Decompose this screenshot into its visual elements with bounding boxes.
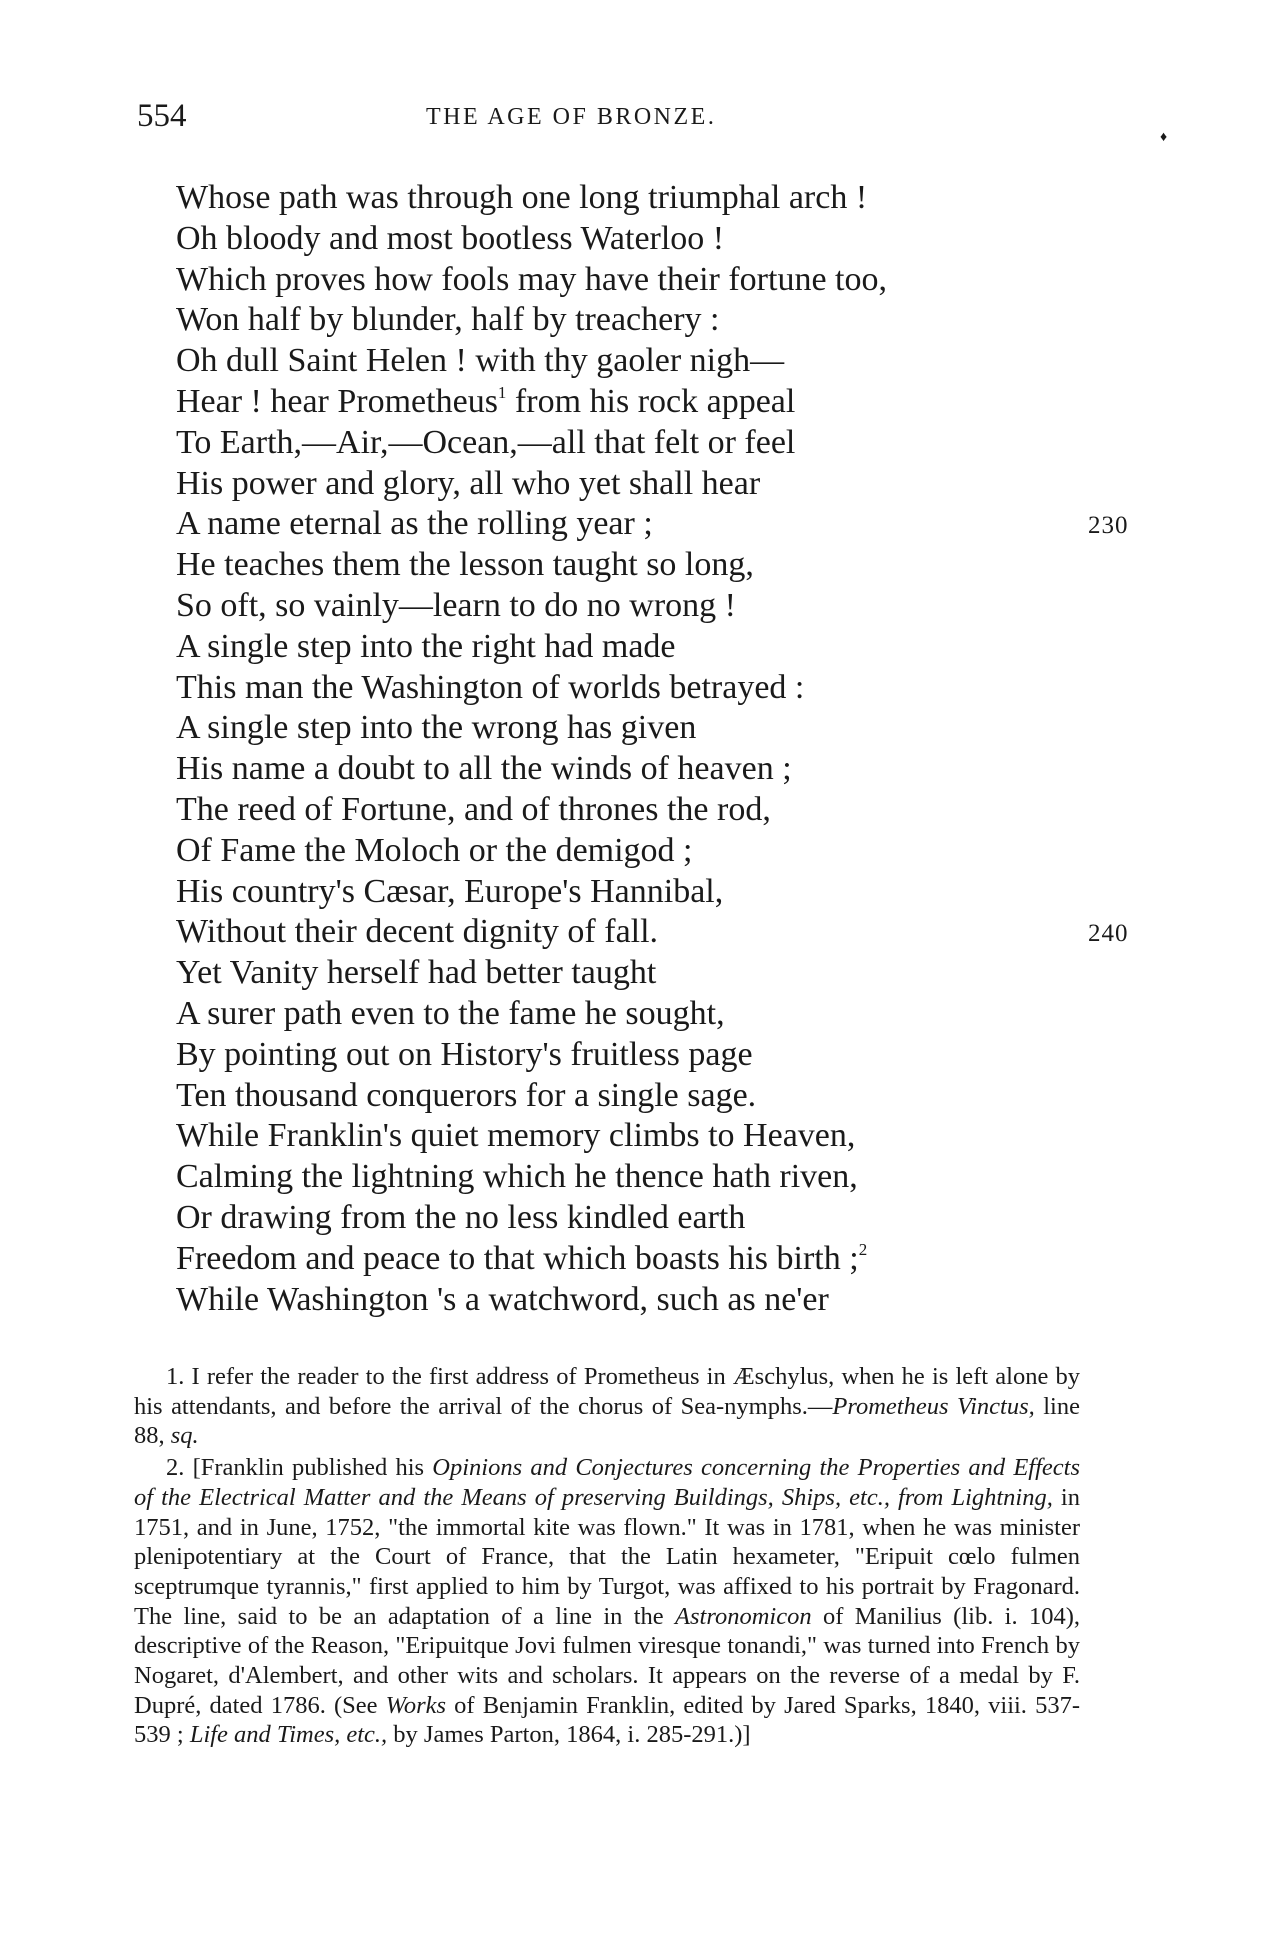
footnote-italic-text: Works bbox=[385, 1691, 447, 1719]
poem-line bbox=[176, 872, 1136, 913]
line-number: 240 bbox=[1088, 920, 1129, 948]
poem-line-text: A surer path even to the fame he sought, bbox=[176, 994, 725, 1032]
poem-line bbox=[176, 504, 1136, 545]
poem-line bbox=[176, 912, 1136, 953]
poem-line-text: While Washington 's a watchword, such as ne'er bbox=[176, 1280, 829, 1318]
footnote-marker: 2 bbox=[858, 1239, 868, 1259]
poem-line bbox=[176, 382, 1136, 423]
footnote-italic-text: Astronomicon bbox=[675, 1602, 812, 1630]
poem-line bbox=[176, 790, 1136, 831]
poem-line-text: He teaches them the lesson taught so long, bbox=[176, 546, 754, 584]
poem-line bbox=[176, 1076, 1136, 1117]
footnote-text: by James Parton, 1864, i. 285-291.)] bbox=[387, 1721, 751, 1749]
footnote-text: in 1751, and in June, 1752, "the immortal kite was flown." It was in 1781, when he was minister plenipotentiary at the Court of France, that the Latin hexameter, "Eripuit cœlo fulmen sceptrumque tyrannis," first applied to him by Turgot, was affixed to his portrait by Fragonard. The line, said to be an adaptation of a line in the bbox=[134, 1483, 1080, 1630]
poem-line-text: Calming the lightning which he thence hath riven, bbox=[176, 1158, 858, 1196]
poem-line bbox=[176, 260, 1136, 301]
footnote-2 bbox=[134, 1453, 1080, 1750]
footnote-text: of Manilius (lib. i. 104), descriptive of the Reason, "Eripuitque Jovi fulmen viresque tonandi," was turned into French by Nogaret, d'Alembert, and other wits and scholars. It appears on the reverse of a medal by F. Dupré, dated 1786. (See bbox=[134, 1602, 1080, 1719]
poem-line bbox=[176, 953, 1136, 994]
footnotes bbox=[134, 1362, 1080, 1750]
running-header bbox=[0, 98, 1288, 145]
poem-line bbox=[176, 300, 1136, 341]
poem-line-text: Oh bloody and most bootless Waterloo ! bbox=[176, 219, 725, 257]
poem-line-text: So oft, so vainly—learn to do no wrong ! bbox=[176, 586, 736, 624]
footnote-text: 1. I refer the reader to the first address of Prometheus in Æschylus, when he is left alone by his attendants, and before the arrival of the chorus of Sea-nymphs.— bbox=[134, 1363, 1080, 1420]
poem-line-text-cont: from his rock appeal bbox=[506, 382, 796, 420]
poem-line bbox=[176, 586, 1136, 627]
poem-line bbox=[176, 341, 1136, 382]
poem-line-text: Oh dull Saint Helen ! with thy gaoler nigh— bbox=[176, 342, 785, 380]
poem-line bbox=[176, 627, 1136, 668]
poem-line-text: By pointing out on History's fruitless page bbox=[176, 1035, 753, 1073]
poem-line-text: A single step into the right had made bbox=[176, 627, 676, 665]
poem-line bbox=[176, 994, 1136, 1035]
poem-line bbox=[176, 708, 1136, 749]
poem-line-text: Ten thousand conquerors for a single sage. bbox=[176, 1076, 757, 1114]
poem-line-text: While Franklin's quiet memory climbs to Heaven, bbox=[176, 1117, 856, 1155]
footnote-text: 2. [Franklin published his bbox=[166, 1454, 433, 1482]
poem-line-text: To Earth,—Air,—Ocean,—all that felt or feel bbox=[176, 423, 796, 461]
footnote-italic-text: Prometheus Vinctus, bbox=[832, 1392, 1035, 1420]
poem-line bbox=[176, 464, 1136, 505]
poem-line bbox=[176, 178, 1136, 219]
printer-mark: ♦ bbox=[1160, 130, 1168, 145]
poem-line-text: His name a doubt to all the winds of heaven ; bbox=[176, 750, 792, 788]
poem-line-text: Which proves how fools may have their fortune too, bbox=[176, 260, 887, 298]
poem-line-text: This man the Washington of worlds betrayed : bbox=[176, 668, 805, 706]
page-number: 554 bbox=[137, 98, 187, 134]
poem-line bbox=[176, 219, 1136, 260]
footnote-italic-text: Life and Times, etc., bbox=[189, 1721, 388, 1749]
poem-line-text: Yet Vanity herself had better taught bbox=[176, 954, 657, 992]
poem-line-text: Freedom and peace to that which boasts his birth ; bbox=[176, 1239, 859, 1277]
poem-line-text: Won half by blunder, half by treachery : bbox=[176, 301, 720, 339]
poem-line bbox=[176, 1280, 1136, 1321]
poem-line bbox=[176, 1157, 1136, 1198]
poem-line bbox=[176, 423, 1136, 464]
footnote-text: of Benjamin Franklin, edited by Jared Sparks, 1840, viii. 537-539 ; bbox=[134, 1691, 1080, 1749]
poem-body bbox=[176, 178, 1136, 1320]
poem-line bbox=[176, 1239, 1136, 1280]
footnote-marker: 1 bbox=[497, 382, 507, 402]
poem-line bbox=[176, 668, 1136, 709]
running-title: THE AGE OF BRONZE. bbox=[426, 104, 717, 130]
footnote-text: line 88, bbox=[134, 1392, 1080, 1450]
poem-line bbox=[176, 1116, 1136, 1157]
poem-line-text: A single step into the wrong has given bbox=[176, 709, 697, 747]
poem-line bbox=[176, 1198, 1136, 1239]
poem-line-text: Whose path was through one long triumphal arch ! bbox=[176, 179, 868, 216]
poem-line-text: A name eternal as the rolling year ; bbox=[176, 505, 653, 543]
poem-line bbox=[176, 831, 1136, 872]
poem-line-text: His country's Cæsar, Europe's Hannibal, bbox=[176, 872, 724, 910]
poem-line-text: His power and glory, all who yet shall hear bbox=[176, 464, 761, 502]
poem-line-text: Of Fame the Moloch or the demigod ; bbox=[176, 831, 693, 869]
line-number: 230 bbox=[1088, 512, 1129, 540]
poem-line-text: Without their decent dignity of fall. bbox=[176, 913, 659, 951]
footnote-1 bbox=[134, 1362, 1080, 1451]
footnote-italic-text: Opinions and Conjectures concerning the Properties and Effects of the Electrical Matter and the Means of preserving Buildings, Ships, etc., from Lightning, bbox=[134, 1454, 1080, 1511]
poem-line bbox=[176, 1035, 1136, 1076]
poem-line bbox=[176, 545, 1136, 586]
poem-line-text: The reed of Fortune, and of thrones the rod, bbox=[176, 790, 771, 828]
footnote-italic-text: sq. bbox=[170, 1422, 199, 1450]
poem-line bbox=[176, 749, 1136, 790]
poem-line-text: Hear ! hear Prometheus bbox=[176, 382, 498, 420]
poem-line-text: Or drawing from the no less kindled earth bbox=[176, 1198, 746, 1236]
